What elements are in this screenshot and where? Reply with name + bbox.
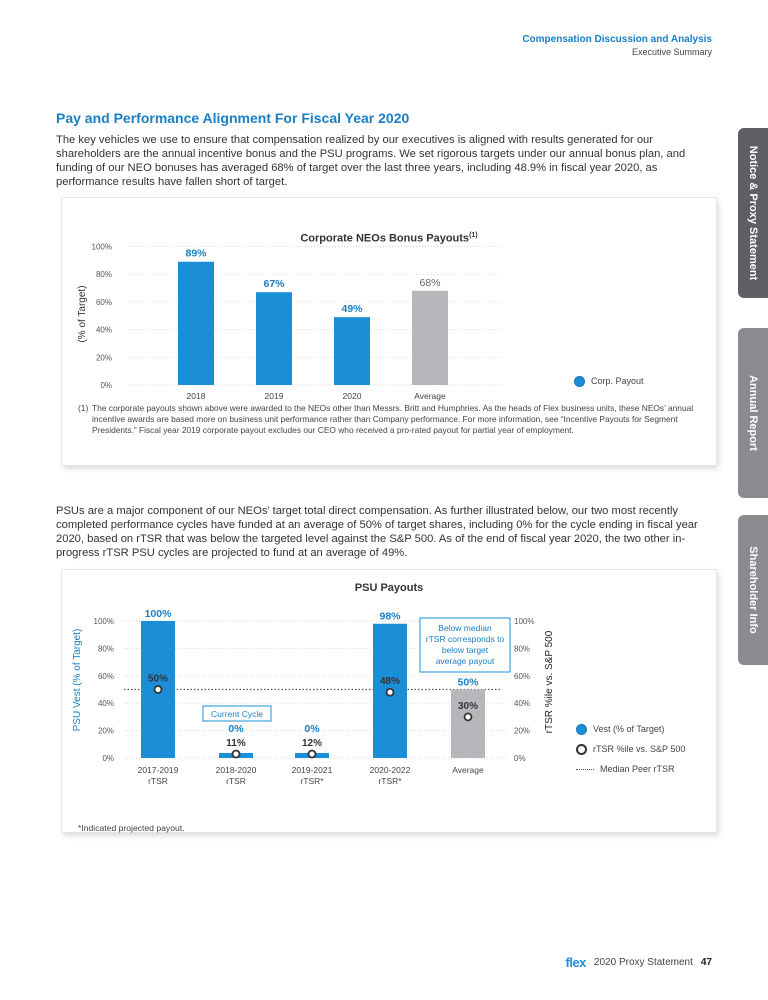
side-tab-shareholder-info-label: Shareholder Info: [747, 546, 759, 634]
y-tick-label: 0%: [100, 381, 112, 390]
bar-value-label: 68%: [419, 276, 441, 289]
legend-corp-payout: Corp. Payout: [591, 376, 644, 386]
x-tick-label: rTSR*: [378, 776, 402, 786]
y-tick-label: 20%: [97, 726, 114, 736]
y-tick-label: 100%: [93, 617, 114, 626]
psu-chart-card: [62, 570, 716, 832]
bar-2020: [334, 317, 370, 385]
y-tick-label: 80%: [97, 644, 114, 654]
bonus-footnote: [78, 403, 698, 436]
y-tick-label: 60%: [97, 671, 114, 681]
x-tick-label: Average: [414, 391, 446, 401]
rtsr-marker: [387, 689, 394, 696]
x-tick-label: rTSR: [148, 776, 168, 786]
y-tick-label: 20%: [95, 353, 112, 363]
rtsr-marker: [309, 751, 316, 758]
y2-tick-label: 100%: [514, 617, 535, 626]
header-section: Compensation Discussion and Analysis: [522, 34, 712, 45]
rtsr-marker: [465, 713, 472, 720]
bar-average: [412, 291, 448, 385]
side-tab-notice[interactable]: [738, 128, 768, 298]
rtsr-value-label: 12%: [301, 738, 323, 749]
y-axis-label: (% of Target): [77, 285, 88, 343]
x-tick-label: 2019: [264, 391, 284, 401]
flex-logo: flex: [565, 955, 586, 970]
y2-tick-label: 40%: [514, 699, 531, 709]
vest-value-label: 0%: [304, 723, 320, 735]
below-median-callout-line: Below median: [438, 623, 492, 633]
bonus-chart-title-text: Corporate NEOs Bonus Payouts: [300, 232, 470, 245]
x-tick-label: 2018-2020: [215, 765, 257, 775]
x-tick-label: rTSR: [226, 776, 246, 786]
below-median-callout-line: rTSR corresponds to: [425, 634, 505, 644]
rtsr-value-label: 50%: [147, 673, 169, 685]
vest-value-label: 98%: [379, 610, 401, 623]
section-title: Pay and Performance Alignment For Fiscal Year 2020: [56, 110, 410, 126]
bar-2019: [256, 292, 292, 385]
bar-2018: [178, 262, 214, 385]
rtsr-marker: [233, 751, 240, 758]
x-tick-label: 2018: [186, 391, 206, 401]
vest-swatch: [576, 724, 587, 735]
x-tick-label: rTSR*: [300, 776, 324, 786]
bar-value-label: 49%: [341, 303, 363, 316]
rtsr-value-label: 11%: [226, 738, 246, 749]
x-tick-label: 2020-2022: [369, 765, 411, 775]
page-footer: [566, 955, 712, 970]
footnote-text: The corporate payouts shown above were awarded to the NEOs other than Messrs. Britt and Humphries. As the heads of Flex business units, these NEOs’ annual incentive awards are based more on business unit performance rather than Company performance. For more information, see “Incentive Payouts for Segment Presidents.” Fiscal year 2019 corporate payout excludes our CEO who received a pro-rated payout for partial year of employment.: [92, 403, 694, 435]
corp-payout-swatch: [574, 376, 585, 387]
below-median-callout-line: average payout: [435, 656, 495, 666]
y-tick-label: 80%: [95, 270, 112, 280]
bar-value-label: 67%: [263, 278, 285, 291]
side-tab-annual-report-label: Annual Report: [747, 375, 759, 451]
rtsr-value-label: 30%: [457, 700, 479, 712]
bonus-chart-title-sup: (1): [469, 232, 478, 239]
median-swatch: [576, 769, 594, 770]
vest-value-label: 0%: [228, 723, 244, 735]
y-tick-label: 40%: [95, 325, 112, 335]
y2-tick-label: 20%: [514, 726, 531, 736]
vest-value-label: 50%: [457, 676, 479, 689]
y2-axis-label: rTSR %ile vs. S&P 500: [544, 630, 555, 734]
page-number: 47: [700, 957, 712, 968]
bonus-legend: [574, 371, 644, 391]
side-tab-shareholder-info[interactable]: [738, 515, 768, 665]
bar-value-label: 89%: [185, 247, 207, 260]
x-tick-label: 2017-2019: [137, 765, 179, 775]
below-median-callout-line: below target: [441, 645, 489, 655]
footer-text: 2020 Proxy Statement: [593, 957, 693, 968]
rtsr-value-label: 48%: [379, 676, 401, 688]
y2-tick-label: 60%: [514, 671, 531, 681]
legend-rtsr: rTSR %ile vs. S&P 500: [593, 744, 686, 754]
side-tab-notice-label: Notice & Proxy Statement: [747, 145, 759, 281]
vest-bar: [451, 690, 485, 759]
bonus-chart-card: [62, 198, 716, 465]
footnote-marker: (1): [78, 403, 89, 413]
current-cycle-label: Current Cycle: [211, 709, 263, 719]
y-tick-label: 60%: [95, 297, 112, 307]
side-tab-annual-report[interactable]: [738, 328, 768, 498]
intro-paragraph: The key vehicles we use to ensure that compensation realized by our executives is aligned with results generated for our shareholders are the annual incentive bonus and the PSU programs. We set rigorous targets under our annual bonus plan, and funding of our NEO bonuses has averaged 68% of target over the last three years, including 48.9% in fiscal year 2020, as performance results have fallen short of target.: [56, 134, 686, 188]
psu-legend: [576, 719, 685, 779]
y-tick-label: 0%: [102, 754, 114, 763]
y-tick-label: 100%: [91, 242, 112, 252]
x-tick-label: Average: [452, 765, 484, 775]
x-tick-label: 2019-2021: [291, 765, 333, 775]
y2-tick-label: 0%: [514, 754, 526, 763]
rtsr-swatch: [576, 744, 587, 755]
rtsr-marker: [155, 686, 162, 693]
header-subsection: Executive Summary: [631, 47, 712, 57]
vest-value-label: 100%: [144, 608, 172, 620]
y2-tick-label: 80%: [514, 644, 531, 654]
y-axis-label: PSU Vest (% of Target): [72, 628, 83, 732]
psu-paragraph: PSUs are a major component of our NEOs’ target total direct compensation. As further illustrated below, our two most recently completed performance cycles have funded at an average of 50% of target shares, including 0% for the cycle ending in fiscal year 2020, based on rTSR that was below the targeted level against the S&P 500. As of the end of fiscal year 2020, the two other in-progress rTSR PSU cycles are projected to fund at an average of 49%.: [56, 505, 698, 559]
legend-median: Median Peer rTSR: [600, 764, 675, 774]
x-tick-label: 2020: [342, 391, 362, 401]
legend-vest: Vest (% of Target): [593, 724, 665, 734]
y-tick-label: 40%: [97, 699, 114, 709]
page-header: [522, 34, 712, 57]
projected-note: *Indicated projected payout.: [78, 823, 185, 833]
psu-chart-title: PSU Payouts: [354, 582, 424, 594]
